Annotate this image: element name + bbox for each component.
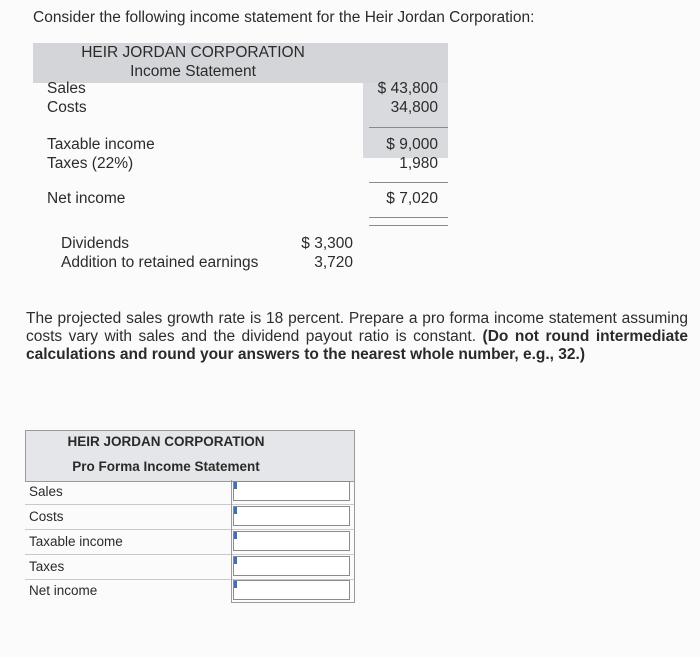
pro-forma-label-taxes: Taxes — [29, 559, 65, 574]
table-row — [25, 530, 355, 555]
table-right-border — [354, 480, 355, 603]
dividends-label: Dividends — [61, 235, 130, 252]
column-divider — [231, 480, 232, 603]
instructions — [26, 310, 688, 364]
taxable-income-input[interactable] — [233, 531, 350, 551]
taxes-input[interactable] — [233, 556, 350, 576]
row-label-net-income: Net income — [47, 190, 126, 207]
question-intro: Consider the following income statement for the Heir Jordan Corporation: — [33, 9, 535, 26]
costs-input[interactable] — [233, 506, 350, 526]
net-income-input[interactable] — [233, 580, 350, 600]
row-label-sales: Sales — [47, 80, 86, 97]
row-label-taxable-income: Taxable income — [47, 136, 155, 153]
row-value-costs: 34,800 — [390, 99, 438, 116]
retained-earnings-value: 3,720 — [314, 254, 353, 271]
sales-input[interactable] — [233, 481, 350, 501]
pro-forma-label-sales: Sales — [29, 484, 63, 499]
table-row — [25, 579, 355, 603]
statement-company: HEIR JORDAN CORPORATION — [81, 44, 305, 61]
input-marker-icon — [234, 581, 237, 588]
input-marker-icon — [234, 532, 237, 539]
input-marker-icon — [234, 557, 237, 564]
row-label-costs: Costs — [47, 99, 87, 116]
subtotal-rule — [369, 182, 448, 183]
row-value-taxes: 1,980 — [399, 155, 438, 172]
row-value-net-income: $ 7,020 — [386, 190, 438, 207]
double-rule-top — [369, 217, 448, 218]
subtotal-rule — [369, 127, 448, 128]
dividends-value: $ 3,300 — [301, 235, 353, 252]
retained-earnings-label: Addition to retained earnings — [61, 254, 259, 271]
pro-forma-subtitle: Pro Forma Income Statement — [72, 459, 260, 474]
pro-forma-header — [25, 430, 355, 482]
pro-forma-label-net-income: Net income — [29, 583, 98, 598]
row-value-taxable-income: $ 9,000 — [386, 136, 438, 153]
instructions-text: The projected sales growth rate is 18 percent. Prepare a pro forma income statement assuming costs vary with sales and the dividend payout ratio is constant. — [26, 310, 688, 345]
table-bottom-border — [231, 602, 355, 603]
income-statement — [33, 43, 448, 271]
pro-forma-label-taxable-income: Taxable income — [29, 534, 123, 549]
table-row — [25, 505, 355, 530]
instructions-bold: (Do not round intermediate calculations and round your answers to the nearest whole number, e.g., 32.) — [26, 328, 689, 363]
pro-forma-table — [25, 430, 355, 603]
table-row — [25, 480, 355, 505]
row-label-taxes: Taxes (22%) — [47, 155, 134, 172]
input-marker-icon — [234, 507, 237, 514]
pro-forma-label-costs: Costs — [29, 509, 64, 524]
statement-subtitle: Income Statement — [130, 63, 256, 80]
pro-forma-company: HEIR JORDAN CORPORATION — [67, 434, 265, 449]
table-row — [25, 555, 355, 580]
double-rule-bottom — [369, 225, 448, 226]
row-value-sales: $ 43,800 — [377, 80, 438, 97]
input-marker-icon — [234, 482, 237, 489]
